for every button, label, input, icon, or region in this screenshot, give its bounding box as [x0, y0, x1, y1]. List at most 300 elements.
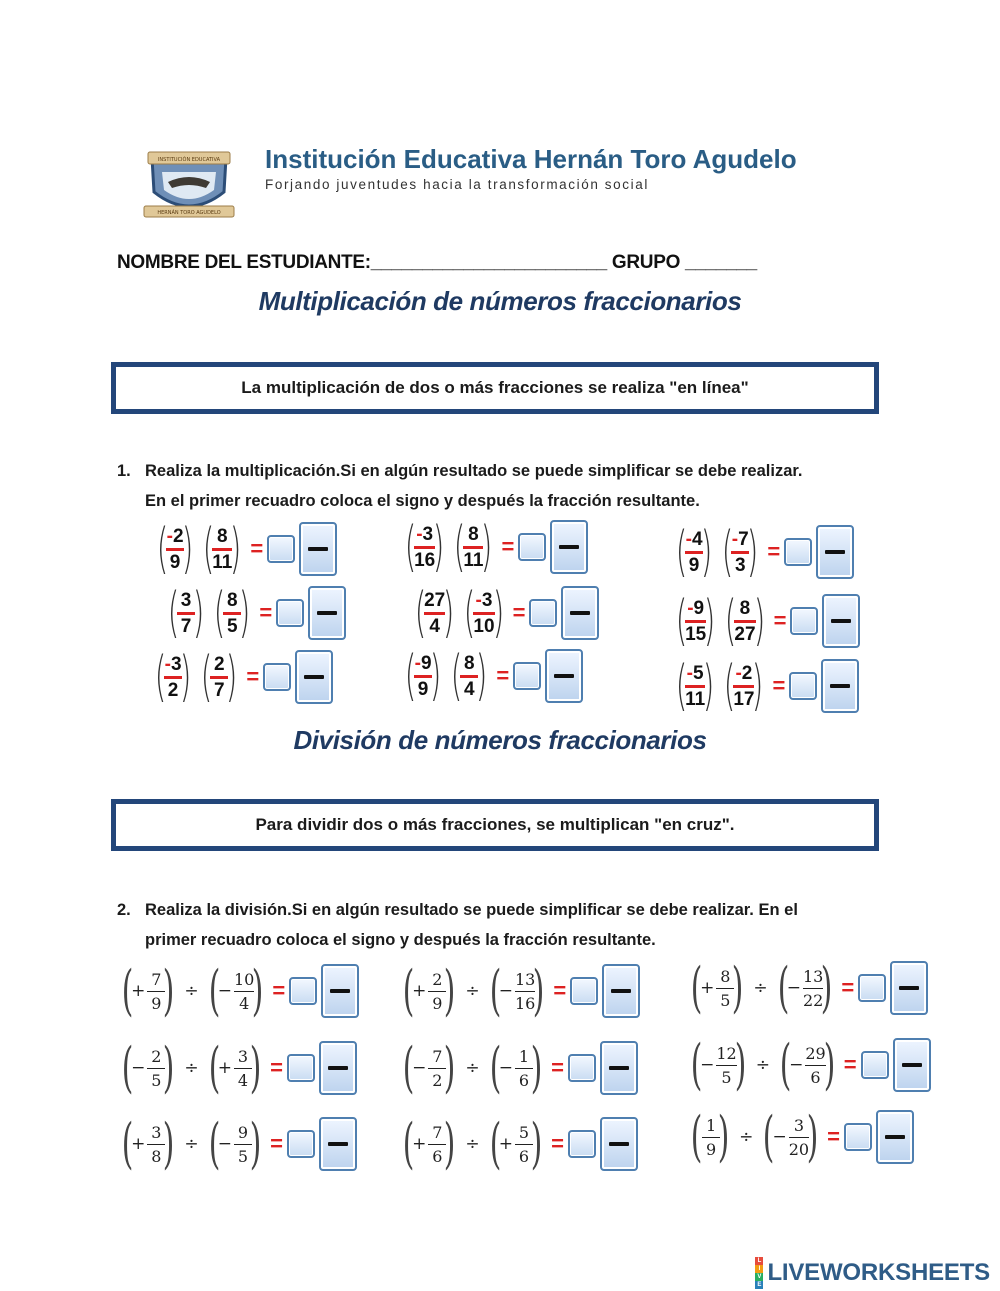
denominator: 4 — [237, 1070, 249, 1090]
brand-letter-tile: E — [757, 1282, 762, 1288]
parenthesized-fraction — [400, 644, 446, 707]
denominator: 4 — [239, 993, 250, 1013]
divide-sign: ÷ — [465, 1058, 480, 1078]
parenthesized-fraction — [196, 645, 242, 708]
divide-sign: ÷ — [753, 978, 768, 998]
fraction-sign: + — [131, 1134, 146, 1154]
div-fraction-answer-box[interactable] — [321, 964, 359, 1018]
left-paren: ( — [721, 520, 734, 583]
right-paren: ) — [475, 644, 488, 707]
instruction-line: Realiza la multiplicación.Si en algún resultado se puede simplificar se debe realizar. — [145, 462, 803, 480]
denominator: 6 — [432, 1146, 443, 1166]
fraction-line — [554, 674, 574, 678]
numerator: 13 — [802, 966, 824, 986]
div-fraction-answer-box[interactable] — [602, 964, 640, 1018]
fraction-sign: + — [217, 1058, 232, 1078]
div-fraction-answer-box[interactable] — [890, 961, 928, 1015]
fraction-line — [330, 989, 350, 993]
div-sign-answer-box[interactable] — [289, 977, 317, 1005]
left-paren: ( — [489, 1112, 501, 1175]
parenthesized-fraction — [719, 654, 768, 717]
left-paren: ( — [763, 1105, 775, 1168]
div-fraction-answer-box[interactable] — [600, 1117, 638, 1171]
numerator: 3 — [151, 1122, 162, 1142]
parenthesized-fraction — [485, 1036, 547, 1099]
numerator-digits: 3 — [481, 589, 493, 611]
div-fraction-answer-box[interactable] — [893, 1038, 931, 1092]
denominator: 5 — [237, 1146, 249, 1166]
right-paren: ) — [823, 1033, 836, 1096]
left-paren: ( — [414, 581, 427, 644]
minus-sign: - — [687, 597, 694, 619]
equals-sign: = — [270, 1131, 283, 1156]
right-paren: ) — [702, 654, 715, 717]
parenthesized-fraction — [400, 515, 449, 578]
fraction-line — [902, 1063, 922, 1067]
fraction-line — [559, 545, 579, 549]
fraction-sign: − — [700, 1055, 715, 1075]
numerator — [416, 524, 433, 545]
left-paren: ( — [167, 581, 180, 644]
left-paren: ( — [208, 1112, 220, 1175]
numerator: 3 — [180, 589, 192, 611]
parenthesized-fraction — [204, 959, 269, 1022]
multiplication-exercise — [150, 645, 333, 708]
left-paren: ( — [779, 1033, 792, 1096]
fraction-line — [831, 619, 851, 623]
right-paren: ) — [444, 959, 456, 1022]
parenthesized-fraction — [686, 956, 748, 1019]
right-paren: ) — [249, 1036, 262, 1099]
institution-motto: Forjando juventudes hacia la transformación social — [265, 177, 649, 192]
fraction — [805, 1043, 825, 1088]
division-rule-box — [111, 799, 879, 851]
division-instructions — [117, 895, 798, 955]
fraction-bar — [805, 1065, 825, 1066]
div-sign-answer-box[interactable] — [568, 1130, 596, 1158]
mult-fraction-answer-box[interactable] — [295, 650, 333, 704]
div-sign-answer-box[interactable] — [287, 1130, 315, 1158]
numerator — [735, 663, 752, 684]
right-paren: ) — [821, 956, 833, 1019]
right-paren: ) — [806, 1105, 819, 1168]
numerator-digits: 4 — [691, 528, 703, 550]
mult-fraction-answer-box[interactable] — [816, 525, 854, 579]
multiplication-exercise — [671, 589, 860, 652]
mult-sign-answer-box[interactable] — [784, 538, 812, 566]
left-paren: ( — [450, 644, 463, 707]
numerator: 12 — [716, 1043, 737, 1063]
left-paren: ( — [213, 581, 226, 644]
denominator: 10 — [473, 615, 495, 637]
denominator: 7 — [213, 679, 225, 701]
left-paren: ( — [404, 644, 417, 707]
left-paren: ( — [690, 1033, 703, 1096]
parenthesized-fraction — [446, 644, 492, 707]
fraction-line — [609, 1066, 629, 1070]
parenthesized-fraction — [775, 1033, 840, 1096]
mult-sign-answer-box[interactable] — [263, 663, 291, 691]
left-paren: ( — [121, 1112, 134, 1175]
mult-sign-answer-box[interactable] — [276, 599, 304, 627]
parenthesized-fraction — [485, 1112, 547, 1175]
div-sign-answer-box[interactable] — [287, 1054, 315, 1082]
fraction-line — [830, 684, 850, 688]
denominator: 2 — [432, 1070, 443, 1090]
right-paren: ) — [732, 956, 744, 1019]
equals-sign: = — [246, 664, 260, 689]
fraction-sign: − — [772, 1127, 787, 1147]
equals-sign: = — [496, 663, 510, 688]
right-paren: ) — [717, 1105, 730, 1168]
division-exercise — [686, 956, 928, 1019]
numerator: 29 — [805, 1043, 826, 1063]
div-sign-answer-box[interactable] — [844, 1123, 872, 1151]
right-paren: ) — [734, 1033, 747, 1096]
denominator: 4 — [463, 678, 475, 700]
multiplication-exercise — [152, 517, 337, 580]
parenthesized-fraction — [671, 520, 717, 583]
fraction-sign: + — [700, 978, 715, 998]
fraction-sign: + — [131, 981, 146, 1001]
fraction — [473, 590, 494, 637]
left-paren: ( — [156, 517, 169, 580]
equals-sign: = — [767, 539, 781, 564]
fraction-bar — [473, 612, 494, 615]
numerator: 13 — [514, 969, 536, 989]
fraction-sign: + — [498, 1134, 513, 1154]
right-paren: ) — [163, 1036, 175, 1099]
numerator: 1 — [518, 1046, 530, 1066]
right-paren: ) — [249, 1112, 262, 1175]
left-paren: ( — [454, 515, 466, 578]
student-name-line[interactable]: NOMBRE DEL ESTUDIANTE:_______________________ GRUPO _______ — [117, 252, 757, 273]
divide-sign: ÷ — [184, 1058, 199, 1078]
minus-sign: - — [416, 523, 423, 545]
denominator: 8 — [151, 1146, 162, 1166]
division-exercise — [398, 959, 640, 1022]
mult-fraction-answer-box[interactable] — [821, 659, 859, 713]
equals-sign: = — [272, 978, 286, 1003]
division-exercise — [686, 1033, 931, 1096]
left-paren: ( — [402, 959, 415, 1022]
div-fraction-answer-box[interactable] — [319, 1117, 357, 1171]
parenthesized-fraction — [758, 1105, 823, 1168]
denominator: 17 — [733, 688, 755, 710]
left-paren: ( — [202, 517, 215, 580]
numerator: 3 — [793, 1115, 804, 1135]
right-paren: ) — [492, 581, 504, 644]
right-paren: ) — [163, 1112, 175, 1175]
parenthesized-fraction — [773, 956, 838, 1019]
mult-fraction-answer-box[interactable] — [299, 522, 337, 576]
denominator: 6 — [518, 1070, 530, 1090]
numerator: 27 — [424, 589, 446, 611]
denominator: 6 — [518, 1146, 530, 1166]
division-exercise — [117, 1112, 357, 1175]
parenthesized-fraction — [117, 1112, 179, 1175]
parenthesized-fraction — [152, 517, 198, 580]
right-paren: ) — [238, 581, 251, 644]
numerator: 8 — [720, 966, 731, 986]
fraction-line — [570, 611, 590, 615]
brand-letter-tile: V — [757, 1274, 762, 1280]
numerator: 8 — [463, 652, 475, 674]
multiplication-exercise — [410, 581, 599, 644]
mult-sign-answer-box[interactable] — [267, 535, 295, 563]
denominator: 11 — [463, 549, 484, 571]
fraction-sign: − — [217, 1134, 232, 1154]
instruction-line: Realiza la división.Si en algún resultado se puede simplificar se debe realizar. En el — [145, 901, 798, 919]
denominator: 27 — [734, 623, 756, 645]
right-paren: ) — [752, 654, 764, 717]
left-paren: ( — [690, 956, 703, 1019]
numerator: 7 — [432, 1046, 443, 1066]
parenthesized-fraction — [117, 1036, 179, 1099]
minus-sign: - — [685, 528, 692, 550]
fraction-sign: − — [498, 1058, 513, 1078]
right-paren: ) — [230, 517, 242, 580]
right-paren: ) — [163, 959, 175, 1022]
denominator: 2 — [167, 679, 179, 701]
left-paren: ( — [777, 956, 789, 1019]
divide-sign: ÷ — [739, 1127, 754, 1147]
equals-sign: = — [270, 1055, 283, 1080]
parenthesized-fraction — [209, 581, 255, 644]
multiplication-title: Multiplicación de números fraccionarios — [258, 286, 742, 316]
divide-sign: ÷ — [184, 1134, 199, 1154]
denominator: 9 — [688, 554, 700, 576]
mult-fraction-answer-box[interactable] — [822, 594, 860, 648]
divide-sign: ÷ — [184, 981, 199, 1001]
fraction-line — [609, 1142, 629, 1146]
instruction-number: 2. — [117, 901, 131, 919]
equals-sign: = — [841, 975, 855, 1000]
right-paren: ) — [746, 520, 759, 583]
fraction-sign: − — [412, 1058, 427, 1078]
numerator — [475, 590, 492, 611]
logo-bottom-text: HERNÁN TORO AGUDELO — [157, 210, 221, 216]
fraction-sign: − — [217, 981, 232, 1001]
left-paren: ( — [404, 515, 417, 578]
numerator-digits: 9 — [420, 652, 432, 674]
instruction-line: En el primer recuadro coloca el signo y después la fracción resultante. — [145, 492, 700, 510]
equals-sign: = — [551, 1055, 564, 1080]
div-sign-answer-box[interactable] — [858, 974, 886, 1002]
left-paren: ( — [121, 1036, 134, 1099]
fraction-line — [885, 1135, 905, 1139]
fraction-line — [825, 550, 845, 554]
parenthesized-fraction — [671, 654, 719, 717]
div-sign-answer-box[interactable] — [861, 1051, 889, 1079]
denominator: 6 — [810, 1067, 821, 1087]
parenthesized-fraction — [150, 645, 196, 708]
mult-sign-answer-box[interactable] — [790, 607, 818, 635]
numerator: 10 — [233, 969, 255, 989]
brand-text: LIVEWORKSHEETS — [767, 1259, 990, 1286]
denominator: 20 — [788, 1139, 810, 1159]
parenthesized-fraction — [204, 1112, 266, 1175]
numerator-digits: 5 — [693, 662, 704, 684]
denominator: 5 — [151, 1070, 162, 1090]
institution-name: Institución Educativa Hernán Toro Agudelo — [265, 144, 797, 174]
fraction-line — [611, 989, 631, 993]
logo-top-text: INSTITUCIÓN EDUCATIVA — [157, 157, 221, 163]
right-paren: ) — [442, 581, 455, 644]
numerator: 2 — [432, 969, 443, 989]
division-exercise — [117, 1036, 357, 1099]
equals-sign: = — [843, 1052, 857, 1077]
numerator: 9 — [237, 1122, 249, 1142]
right-paren: ) — [181, 517, 194, 580]
right-paren: ) — [252, 959, 264, 1022]
mult-sign-answer-box[interactable] — [513, 662, 541, 690]
equals-sign: = — [250, 536, 264, 561]
right-paren: ) — [225, 645, 238, 708]
parenthesized-fraction — [717, 520, 763, 583]
div-sign-answer-box[interactable] — [570, 977, 598, 1005]
division-rule-text: Para dividir dos o más fracciones, se multiplican "en cruz". — [255, 815, 735, 834]
school-crest-logo — [138, 148, 240, 222]
mult-sign-answer-box[interactable] — [529, 599, 557, 627]
parenthesized-fraction — [686, 1033, 751, 1096]
minus-sign: - — [735, 662, 742, 684]
div-fraction-answer-box[interactable] — [319, 1041, 357, 1095]
denominator: 9 — [151, 993, 162, 1013]
multiplication-exercise — [400, 644, 583, 707]
mult-fraction-answer-box[interactable] — [545, 649, 583, 703]
fraction-sign: + — [412, 981, 427, 1001]
equals-sign: = — [501, 534, 515, 559]
denominator: 11 — [685, 688, 706, 710]
multiplication-rule-text: La multiplicación de dos o más fracciones se realiza "en línea" — [241, 378, 749, 397]
instruction-number: 1. — [117, 462, 131, 480]
right-paren: ) — [700, 520, 713, 583]
brand-letter-tile: I — [755, 1265, 763, 1273]
minus-sign: - — [414, 652, 421, 674]
parenthesized-fraction — [398, 1112, 460, 1175]
right-paren: ) — [703, 589, 716, 652]
right-paren: ) — [533, 959, 545, 1022]
equals-sign: = — [259, 600, 273, 625]
parenthesized-fraction — [117, 959, 179, 1022]
liveworksheets-brand — [755, 1257, 990, 1289]
numerator: 8 — [468, 523, 479, 545]
fraction-line — [328, 1066, 348, 1070]
right-paren: ) — [481, 515, 493, 578]
divide-sign: ÷ — [465, 981, 480, 1001]
denominator: 11 — [212, 551, 233, 573]
mult-sign-answer-box[interactable] — [518, 533, 546, 561]
numerator: 1 — [705, 1115, 717, 1135]
multiplication-exercise — [671, 520, 854, 583]
parenthesized-fraction — [671, 589, 720, 652]
equals-sign: = — [512, 600, 526, 625]
minus-sign: - — [166, 525, 173, 547]
denominator: 16 — [514, 993, 536, 1013]
multiplication-exercise — [163, 581, 346, 644]
denominator: 5 — [226, 615, 238, 637]
numerator-digits: 3 — [170, 653, 182, 675]
numerator: 3 — [237, 1046, 249, 1066]
division-exercise — [398, 1112, 638, 1175]
equals-sign: = — [772, 673, 786, 698]
fraction — [734, 598, 755, 645]
equals-sign: = — [773, 608, 787, 633]
parenthesized-fraction — [398, 1036, 460, 1099]
equals-sign: = — [827, 1124, 841, 1149]
denominator: 9 — [417, 678, 429, 700]
mult-sign-answer-box[interactable] — [789, 672, 817, 700]
left-paren: ( — [208, 1036, 220, 1099]
parenthesized-fraction — [163, 581, 209, 644]
right-paren: ) — [192, 581, 205, 644]
div-sign-answer-box[interactable] — [568, 1054, 596, 1082]
left-paren: ( — [200, 645, 213, 708]
parenthesized-fraction — [198, 517, 246, 580]
parenthesized-fraction — [410, 581, 459, 644]
fraction-sign: − — [131, 1058, 146, 1078]
left-paren: ( — [675, 589, 688, 652]
parenthesized-fraction — [686, 1105, 734, 1168]
left-paren: ( — [675, 520, 688, 583]
denominator: 16 — [414, 549, 436, 571]
fraction-bar — [716, 1065, 736, 1066]
left-paren: ( — [121, 959, 134, 1022]
denominator: 9 — [432, 993, 443, 1013]
denominator: 9 — [169, 551, 181, 573]
parenthesized-fraction — [459, 581, 508, 644]
denominator: 5 — [720, 990, 731, 1010]
mult-fraction-answer-box[interactable] — [550, 520, 588, 574]
right-paren: ) — [530, 1036, 543, 1099]
denominator: 15 — [685, 623, 707, 645]
numerator — [687, 663, 704, 684]
multiplication-instructions — [117, 456, 802, 516]
div-fraction-answer-box[interactable] — [600, 1041, 638, 1095]
numerator: 8 — [739, 597, 751, 619]
division-exercise — [117, 959, 359, 1022]
numerator-digits: 3 — [422, 523, 434, 545]
left-paren: ( — [402, 1112, 415, 1175]
minus-sign: - — [475, 589, 482, 611]
div-fraction-answer-box[interactable] — [876, 1110, 914, 1164]
brand-letter-tile: L — [755, 1257, 763, 1265]
numerator — [687, 598, 704, 619]
liveworksheets-logo-icon — [755, 1257, 763, 1289]
parenthesized-fraction — [449, 515, 497, 578]
fraction-sign: + — [412, 1134, 427, 1154]
right-paren: ) — [444, 1112, 456, 1175]
right-paren: ) — [429, 644, 442, 707]
fraction-sign: − — [498, 981, 513, 1001]
numerator-digits: 2 — [741, 662, 753, 684]
mult-fraction-answer-box[interactable] — [308, 586, 346, 640]
numerator: 8 — [226, 589, 238, 611]
left-paren: ( — [723, 654, 736, 717]
denominator: 5 — [721, 1067, 732, 1087]
left-paren: ( — [402, 1036, 415, 1099]
multiplication-exercise — [671, 654, 859, 717]
left-paren: ( — [675, 654, 688, 717]
mult-fraction-answer-box[interactable] — [561, 586, 599, 640]
division-exercise — [686, 1105, 914, 1168]
parenthesized-fraction — [398, 959, 460, 1022]
fraction-line — [328, 1142, 348, 1146]
numerator-digits: 7 — [738, 528, 749, 550]
instruction-line: primer recuadro coloca el signo y después la fracción resultante. — [145, 931, 656, 949]
right-paren: ) — [444, 1036, 456, 1099]
